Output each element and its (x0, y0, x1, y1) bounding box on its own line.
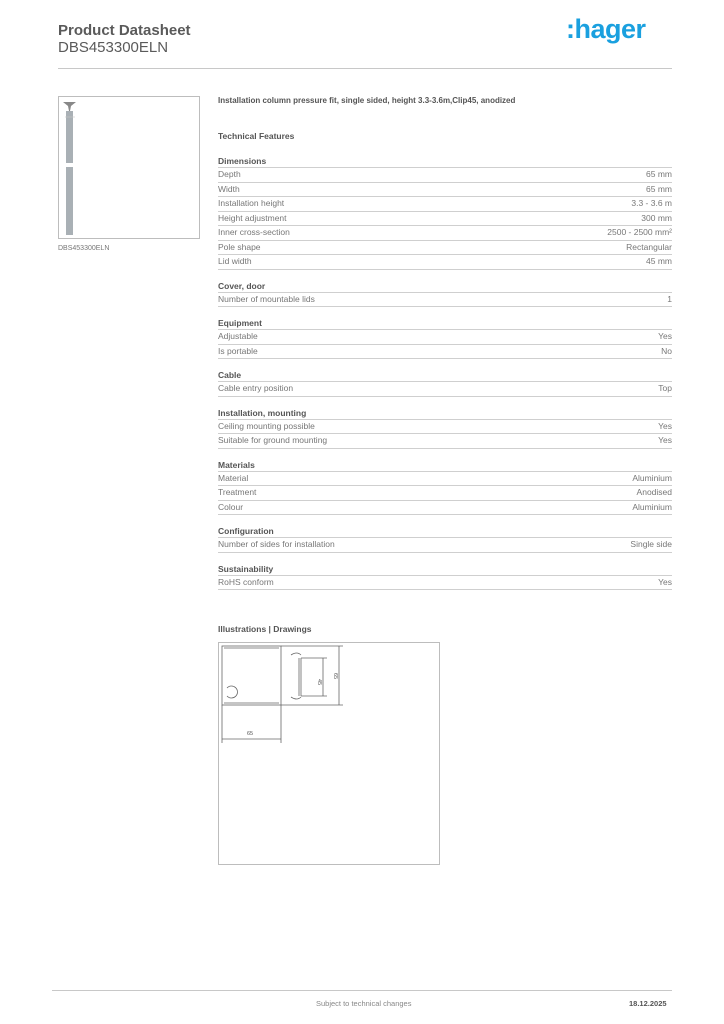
table-row (218, 472, 672, 487)
row-label: Ceiling mounting possible (218, 420, 315, 431)
group-dimensions (218, 155, 672, 270)
group-installation-mounting (218, 407, 672, 449)
page-title: Product Datasheet (58, 22, 191, 39)
row-label: Material (218, 472, 249, 483)
row-value: 300 mm (641, 212, 672, 223)
row-label: RoHS conform (218, 576, 274, 587)
row-value: Yes (658, 435, 672, 445)
row-value: 3.3 - 3.6 m (631, 198, 672, 208)
technical-drawing (218, 642, 440, 865)
group-cable (218, 369, 672, 397)
product-description: Installation column pressure fit, single sided, height 3.3-3.6m,Clip45, anodized (218, 96, 516, 105)
row-label: Colour (218, 501, 244, 512)
svg-text:65: 65 (247, 731, 254, 737)
row-label: Suitable for ground mounting (218, 435, 328, 445)
table-row (218, 382, 672, 397)
table-row (218, 434, 672, 449)
group-equipment (218, 317, 672, 359)
table-row (218, 345, 672, 360)
group-title: Configuration (218, 525, 672, 538)
group-title: Materials (218, 459, 672, 472)
group-configuration (218, 525, 672, 553)
row-value: Yes (658, 331, 672, 341)
row-label: Inner cross-section (218, 227, 290, 237)
product-image-caption: DBS453300ELN (58, 245, 110, 252)
group-materials (218, 459, 672, 516)
table-row (218, 168, 672, 183)
group-title: Cover, door (218, 280, 672, 293)
group-title: Installation, mounting (218, 407, 672, 420)
row-label: Depth (218, 169, 241, 179)
group-title: Dimensions (218, 155, 672, 168)
table-row (218, 576, 672, 591)
table-row (218, 255, 672, 270)
row-label: Number of mountable lids (218, 293, 315, 304)
table-row (218, 420, 672, 435)
row-label: Width (218, 183, 240, 194)
row-label: Number of sides for installation (218, 539, 335, 549)
cross-section-drawing-icon (219, 643, 439, 864)
footer-divider (52, 990, 672, 991)
group-title: Cable (218, 369, 672, 382)
table-row (218, 501, 672, 516)
hager-logo: :hager (566, 14, 646, 44)
table-row (218, 293, 672, 308)
footer-date: 18.12.2025 (629, 999, 667, 1008)
group-title: Sustainability (218, 563, 672, 576)
table-row (218, 330, 672, 345)
installation-column-icon (59, 97, 199, 238)
table-row (218, 212, 672, 227)
row-value: Yes (658, 420, 672, 431)
row-label: Installation height (218, 198, 285, 208)
group-sustainability (218, 563, 672, 591)
row-value: 65 mm (646, 169, 672, 179)
row-label: Cable entry position (218, 383, 294, 393)
row-value: 45 mm (646, 256, 672, 266)
group-title: Equipment (218, 317, 672, 330)
svg-text:45: 45 (316, 679, 322, 686)
header-divider (58, 68, 672, 69)
row-value: 2500 - 2500 mm² (607, 227, 672, 237)
table-row (218, 197, 672, 212)
row-value: Aluminium (632, 472, 672, 483)
table-row (218, 538, 672, 553)
table-row (218, 183, 672, 198)
row-label: Is portable (218, 345, 258, 356)
row-value: Top (658, 383, 672, 393)
row-value: Anodised (636, 487, 672, 497)
row-value: Single side (630, 539, 672, 549)
technical-features-heading: Technical Features (218, 131, 295, 141)
row-label: Pole shape (218, 241, 261, 252)
svg-text:65: 65 (332, 673, 338, 680)
row-value: Aluminium (632, 501, 672, 512)
product-image (58, 96, 200, 239)
product-code: DBS453300ELN (58, 39, 169, 56)
table-row (218, 241, 672, 256)
footer-note: Subject to technical changes (316, 999, 412, 1008)
row-label: Treatment (218, 487, 257, 497)
row-value: No (661, 345, 672, 356)
row-label: Adjustable (218, 331, 258, 341)
row-label: Lid width (218, 256, 252, 266)
table-row (218, 486, 672, 501)
table-row (218, 226, 672, 241)
row-label: Height adjustment (218, 212, 287, 223)
group-cover-door (218, 280, 672, 308)
row-value: Rectangular (626, 241, 672, 252)
spec-table (218, 155, 672, 600)
row-value: 1 (667, 293, 672, 304)
illustrations-heading: Illustrations | Drawings (218, 624, 312, 634)
row-value: 65 mm (646, 183, 672, 194)
row-value: Yes (658, 576, 672, 587)
